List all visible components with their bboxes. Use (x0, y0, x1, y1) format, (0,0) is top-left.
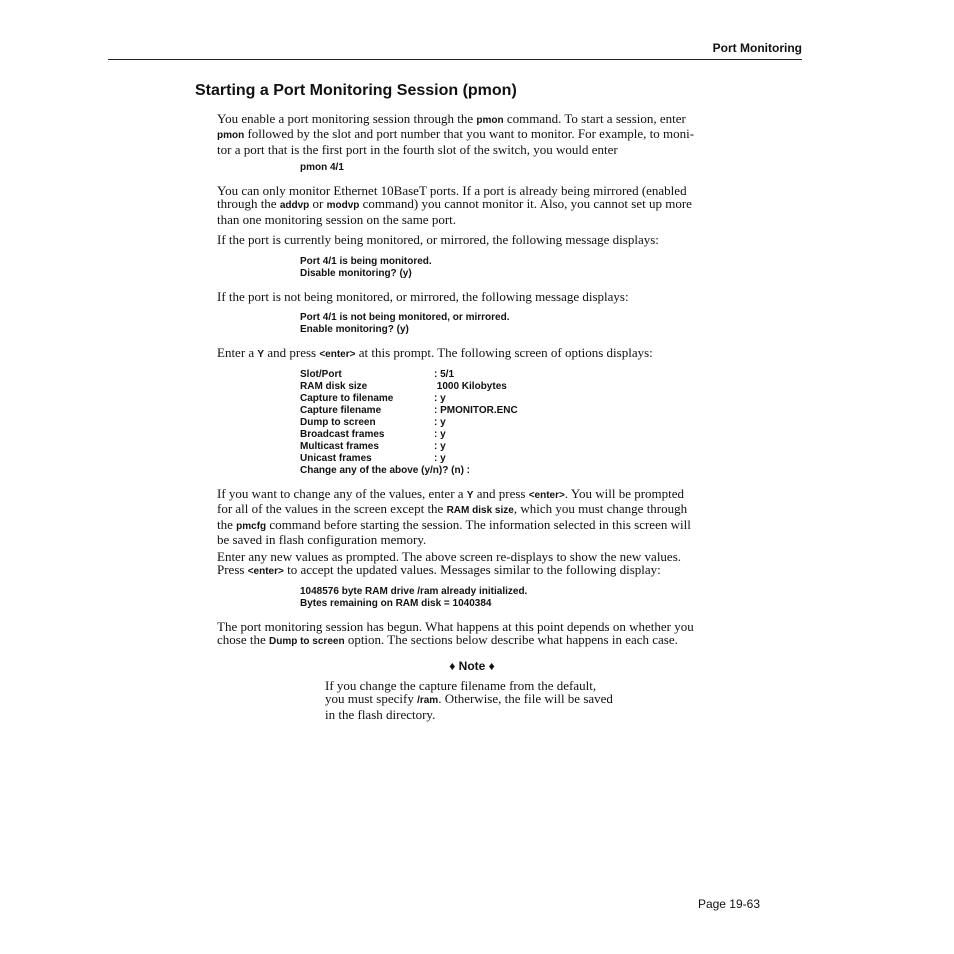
option-row: Slot/Port : 5/1 (300, 369, 455, 380)
option-row: Capture filename : PMONITOR.ENC (300, 405, 518, 416)
option-row: Capture to filename : y (300, 393, 446, 404)
key-enter: <enter> (528, 490, 565, 501)
command-pmcfg: pmcfg (236, 520, 267, 532)
paragraph-ethernet-ports: You can only monitor Ethernet 10BaseT ports. If a port is already being mirrored (enabled through the addvp or modvp command) you cannot monitor it. Also, you cannot set up more than one monitoring session on the same port. (217, 183, 692, 227)
code-message-enable: Port 4/1 is not being monitored, or mirrored. Enable monitoring? (y) (300, 312, 510, 335)
key-enter: <enter> (247, 566, 284, 578)
note-title: ♦ Note ♦ (449, 659, 495, 673)
paragraph-monitored: If the port is currently being monitored, or mirrored, the following message displays: (217, 232, 659, 247)
option-ram-disk-size: RAM disk size (446, 505, 514, 517)
path-ram: /ram (417, 695, 439, 707)
paragraph-new-values: Enter any new values as prompted. The above screen re-displays to show the new values. Press <enter> to accept the updated values. Messages similar to the following display: (217, 549, 682, 578)
note-body: If you change the capture filename from the default, you must specify /ram. Otherwise, the file will be saved in the flash directory. (325, 678, 613, 722)
command-pmon: pmon (476, 115, 504, 126)
options-table (300, 369, 518, 465)
key-y: Y (466, 490, 474, 501)
command-modvp: modvp (326, 200, 360, 212)
command-addvp: addvp (279, 200, 310, 212)
option-dump-to-screen: Dump to screen (268, 636, 345, 648)
option-row: Unicast frames : y (300, 453, 446, 464)
paragraph-intro: You enable a port monitoring session through the pmon command. To start a session, enter pmon followed by the slot and port number that you want to monitor. For example, to moni- tor a port that is the first port in the fourth slot of the switch, you would enter (217, 111, 695, 157)
option-row: Dump to screen : y (300, 417, 446, 428)
paragraph-session-begun: The port monitoring session has begun. What happens at this point depends on whether you chose the Dump to screen option. The sections below describe what happens in each case. (217, 619, 694, 648)
page-number: Page 19-63 (697, 897, 760, 911)
key-y: Y (257, 349, 265, 360)
command-pmon: pmon (217, 130, 245, 142)
paragraph-enter-y: Enter a Y and press <enter> at this prompt. The following screen of options displays: (217, 345, 653, 360)
code-message-ram: 1048576 byte RAM drive /ram already initialized. Bytes remaining on RAM disk = 1040384 (300, 586, 528, 609)
option-row: Multicast frames : y (300, 441, 446, 452)
section-heading: Starting a Port Monitoring Session (pmon) (195, 82, 517, 99)
option-row: Broadcast frames : y (300, 429, 446, 440)
running-head: Port Monitoring (712, 41, 802, 55)
header-rule (108, 59, 802, 60)
paragraph-not-monitored: If the port is not being monitored, or mirrored, the following message displays: (217, 289, 629, 304)
code-message-disable: Port 4/1 is being monitored. Disable monitoring? (y) (300, 256, 432, 279)
option-row: RAM disk size 1000 Kilobytes (300, 381, 507, 392)
options-screen (300, 369, 518, 477)
options-prompt: Change any of the above (y/n)? (n) : (300, 465, 471, 476)
paragraph-change-values: If you want to change any of the values, enter a Y and press <enter>. You will be prompted for all of the values in the screen except the RAM disk size, which you must change through the pmcfg command before starting the session. The information selected in this screen will be saved in flash configuration memory. (217, 486, 691, 547)
code-example-pmon: pmon 4/1 (300, 162, 344, 173)
key-enter: <enter> (319, 349, 356, 360)
